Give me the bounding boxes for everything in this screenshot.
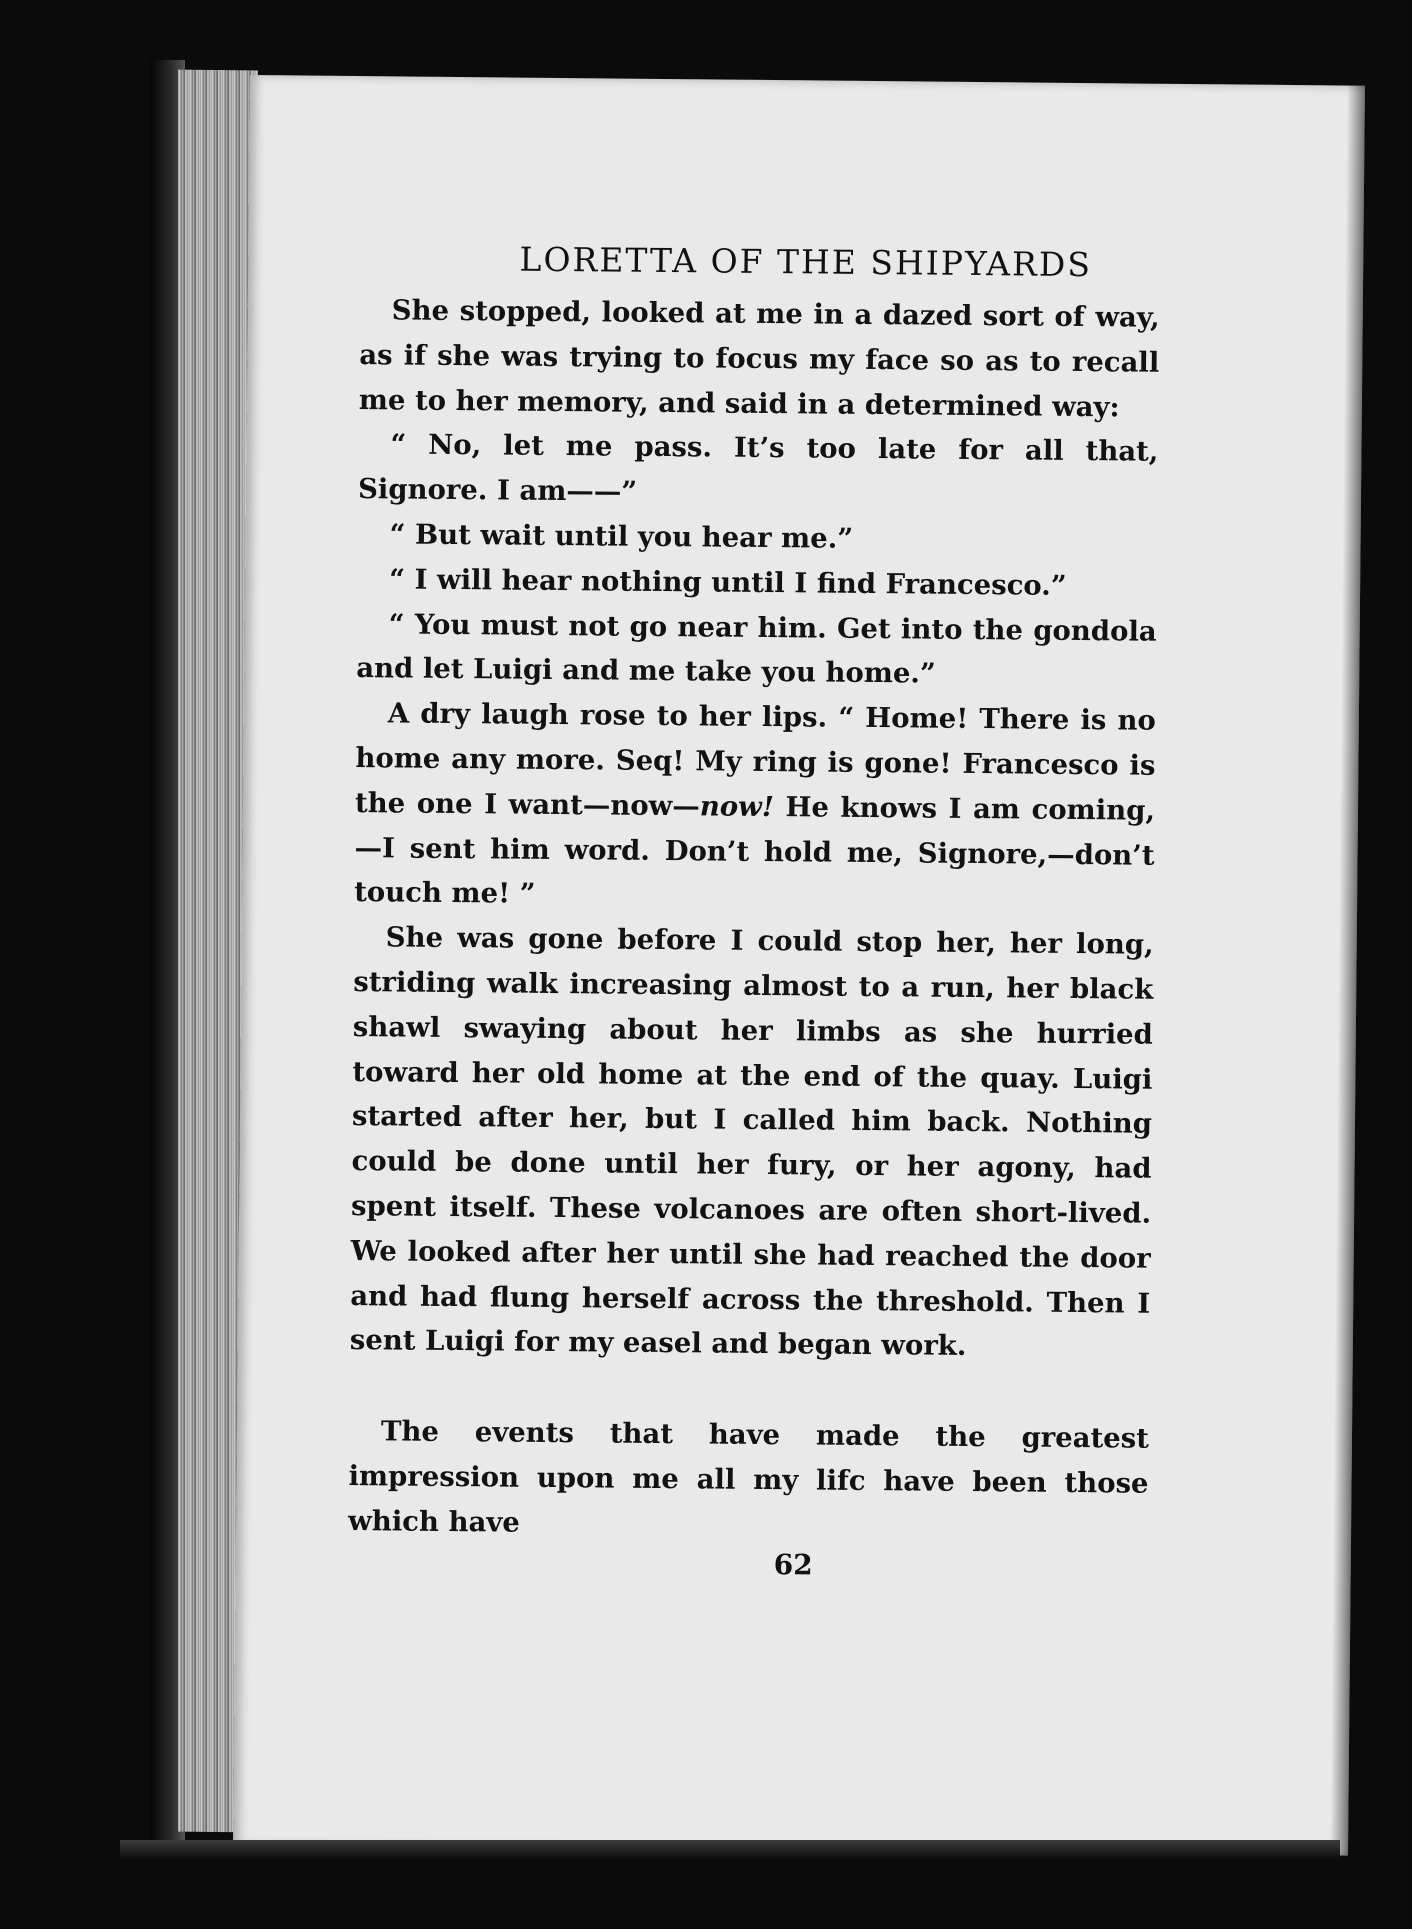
paragraph: “ I will hear nothing until I find Francesco.” (389, 563, 1067, 602)
book-page (233, 75, 1365, 1856)
section-break (349, 1363, 1149, 1417)
body-text (348, 288, 1160, 1551)
page-number: 62 (773, 1548, 813, 1582)
paragraph: She stopped, looked at me in a dazed sort of way, as if she was trying to focus my face so as to recall me to her memory, and said in a determined way: (358, 294, 1160, 423)
paragraph: The events that have made the greatest impression upon me all my lifc have been those which have (347, 1415, 1150, 1539)
running-head: LORETTA OF THE SHIPYARDS (519, 239, 1093, 285)
page-gutter-shade (1330, 86, 1365, 1856)
paragraph: “ No, let me pass. It’s too late for all that, Signore. I am——” (357, 428, 1159, 508)
paragraph: “ You must not go near him. Get into the gondola and let Luigi and me take you home.” (356, 607, 1157, 690)
paragraph (354, 691, 1156, 923)
emphasis-text: now! (699, 790, 775, 823)
paragraph: “ But wait until you hear me.” (389, 518, 854, 555)
book-bottom-edge (120, 1840, 1340, 1860)
paragraph-text: A dry laugh rose to her lips. “ Home! There is no home any more. Seq! My ring is gone! Francesco is the one I want—now— (354, 697, 1156, 823)
paragraph-text: He knows I am coming,—I sent him word. Don’t hold me, Signore,—don’t touch me! ” (354, 790, 1156, 911)
paragraph: She was gone before I could stop her, her long, striding walk increasing almost to a run, her black shawl swaying about her limbs as she hurried toward her old home at the end of the quay. Luigi started after her, but I called him back. Nothing could be done until her fury, or her agony, had spent itself. These volcanoes are often short-lived. We looked after her until she had reached the door and had flung herself across the threshold. Then I sent Luigi for my easel and began work. (349, 921, 1154, 1363)
